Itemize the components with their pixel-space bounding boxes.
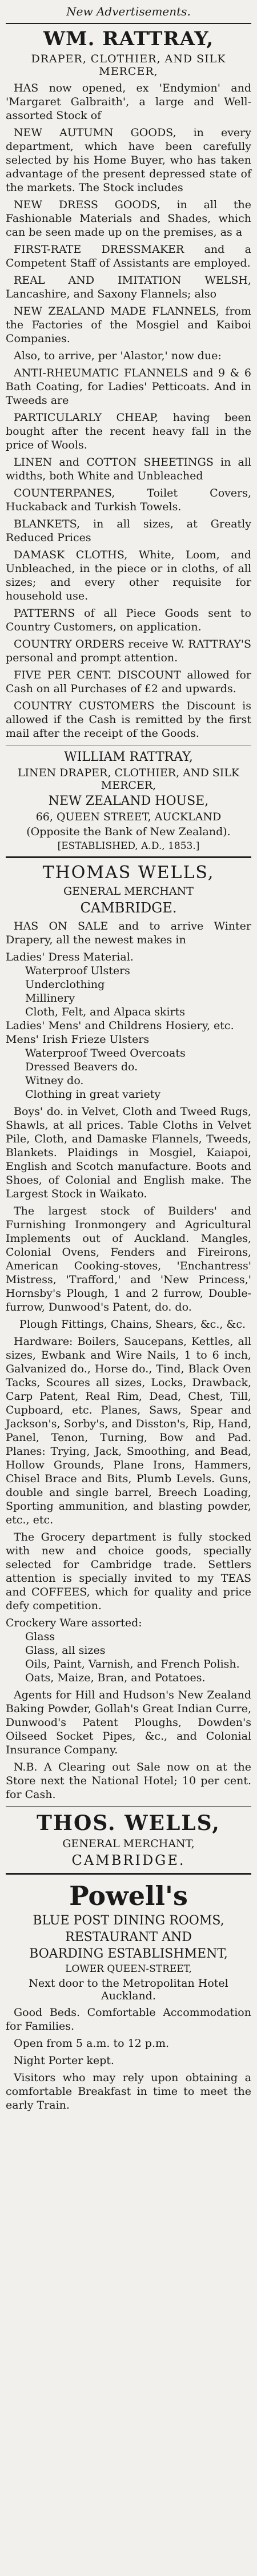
- wells-sig-name: THOS. WELLS,: [37, 1811, 220, 1835]
- powell-advert: [6, 1880, 251, 2112]
- divider: [6, 1873, 251, 1875]
- list-item: Witney do.: [25, 1074, 84, 1087]
- powell-p4: Visitors who may rely upon obtaining a comfortable Breakfast in time to meet the early Train.: [6, 2071, 251, 2111]
- rattray-p11: COUNTERPANES, Toilet Covers, Huckaback and Turkish Towels.: [6, 487, 251, 513]
- wells-town: CAMBRIDGE.: [80, 900, 177, 916]
- wells-sig-town: CAMBRIDGE.: [71, 1852, 186, 1868]
- powell-l2: RESTAURANT AND: [65, 1930, 192, 1944]
- rattray-p8: ANTI-RHEUMATIC FLANNELS and 9 & 6 Bath Coating, for Ladies' Petticoats. And in Tweeds are: [6, 367, 251, 407]
- list-item: Waterproof Ulsters: [25, 964, 130, 977]
- newspaper-page: [6, 0, 251, 2112]
- wells-p2: Boys' do. in Velvet, Cloth and Tweed Rugs, Shawls, at all prices. Table Cloths in Velvet Pile, Cloth, and Damaske Flannels, Tweeds, Blankets. Plaidings in Mosgiel, Kaiapoi, English and Scotch manufacture. Boots and Shoes, of Colonial and English make. The Largest Stock in Waikato.: [6, 1105, 251, 1200]
- rattray-advert: [6, 27, 251, 852]
- rattray-sig-house: NEW ZEALAND HOUSE,: [48, 794, 209, 808]
- wells-p7: Agents for Hill and Hudson's New Zealand Baking Powder, Gollah's Great Indian Curre, Dunwood's Patent Ploughs, Dowden's Oilseed Socket Pipes, &c., and Colonial Insurance Company.: [6, 1689, 251, 1756]
- rattray-p9: PARTICULARLY CHEAP, having been bought after the recent heavy fall in the price of Wools.: [6, 411, 251, 451]
- list-item: Mens' Irish Frieze Ulsters: [6, 1033, 150, 1046]
- wells-advert: [6, 863, 251, 1868]
- wells-p5: Hardware: Boilers, Saucepans, Kettles, all sizes, Ewbank and Wire Nails, 1 to 6 inch, Galvanized do., Horse do., Tind, Black Oven Tacks, Scoures all sizes, Locks, Drawback, Carp Patent, Real Rim, Dead, Chest, Till, Cupboard, etc. Planes, Saws, Spear and Jackson's, Sorby's, and Disston's, Rip, Hand, Panel, Tenon, Turning, Bow and Pad. Planes: Trying, Jack, Smoothing, and Bead, Hollow Grounds, Plane Irons, Hammers, Chisel Brace and Bits, Plumb Levels. Guns, double and single barrel, Breech Loading, Sporting ammunition, and blasting powder, etc., etc.: [6, 1335, 251, 1526]
- list-item: Millinery: [25, 992, 75, 1005]
- list-item: Clothing in great variety: [25, 1088, 161, 1101]
- section-header: New Advertisements.: [6, 2, 251, 24]
- list-item: Ladies' Mens' and Childrens Hosiery, etc.: [6, 1019, 234, 1032]
- powell-name: Powell's: [69, 1880, 188, 1911]
- wells-p4: Plough Fittings, Chains, Shears, &c., &c.: [19, 1318, 246, 1331]
- rattray-p15: COUNTRY ORDERS receive W. RATTRAY'S personal and prompt attention.: [6, 638, 251, 664]
- rattray-established: [ESTABLISHED, A.D., 1853.]: [57, 840, 200, 852]
- rattray-sig-address: 66, QUEEN STREET, AUCKLAND: [35, 811, 222, 823]
- wells-name: THOMAS WELLS,: [42, 863, 215, 883]
- rattray-p6: NEW ZEALAND MADE FLANNELS, from the Factories of the Mosgiel and Kaiboi Companies.: [6, 305, 251, 345]
- rattray-p17: COUNTRY CUSTOMERS the Discount is allowed if the Cash is remitted by the first mail after the receipt of the Goods.: [6, 700, 251, 740]
- rattray-p12: BLANKETS, in all sizes, at Greatly Reduced Prices: [6, 518, 251, 544]
- rattray-p16: FIVE PER CENT. DISCOUNT allowed for Cash on all Purchases of £2 and upwards.: [6, 669, 251, 695]
- powell-p2: Open from 5 a.m. to 12 p.m.: [14, 2037, 170, 2050]
- rattray-sig-role: LINEN DRAPER, CLOTHIER, AND SILK MERCER,: [17, 767, 240, 792]
- powell-l5: Next door to the Metropolitan Hotel Auckland.: [29, 1977, 228, 2002]
- powell-p3: Night Porter kept.: [14, 2054, 114, 2067]
- crockery-list: [6, 1616, 251, 1685]
- list-item: Underclothing: [25, 978, 105, 991]
- divider: [6, 1806, 251, 1807]
- rattray-p14: PATTERNS of all Piece Goods sent to Country Customers, on application.: [6, 607, 251, 633]
- rattray-role: DRAPER, CLOTHIER, AND SILK MERCER,: [31, 53, 226, 78]
- powell-l1: BLUE POST DINING ROOMS,: [33, 1914, 224, 1928]
- wells-p6: The Grocery department is fully stocked with new and choice goods, specially selected for Cambridge trade. Settlers attention is specially invited to my TEAS and COFFEES, which for quality and price defy competition.: [6, 1531, 251, 1612]
- rattray-p3: NEW DRESS GOODS, in all the Fashionable Materials and Shades, which can be seen made up on the premises, as a: [6, 199, 251, 239]
- wells-p8: N.B. A Clearing out Sale now on at the Store next the National Hotel; 10 per cent. for Cash.: [6, 1761, 251, 1801]
- list-item: Dressed Beavers do.: [25, 1061, 138, 1073]
- powell-p1: Good Beds. Comfortable Accommodation for Families.: [6, 2006, 251, 2033]
- rattray-sig-note: (Opposite the Bank of New Zealand).: [26, 825, 231, 838]
- rattray-p13: DAMASK CLOTHS, White, Loom, and Unbleached, in the piece or in cloths, of all sizes; and every other requisite for household use.: [6, 549, 251, 602]
- list-item: Glass, all sizes: [25, 1644, 106, 1657]
- powell-l4: LOWER QUEEN-STREET,: [65, 1963, 192, 1975]
- list-item: Crockery Ware assorted:: [6, 1617, 142, 1629]
- wells-list: [6, 950, 251, 1101]
- wells-p1: HAS ON SALE and to arrive Winter Drapery, all the newest makes in: [6, 920, 251, 946]
- rattray-p1: HAS now opened, ex 'Endymion' and 'Margaret Galbraith', a large and Well-assorted Stock of: [6, 82, 251, 122]
- rattray-p7: Also, to arrive, per 'Alastor,' now due:: [14, 350, 222, 362]
- rattray-sig-name: WILLIAM RATTRAY,: [64, 750, 193, 764]
- wells-p3: The largest stock of Builders' and Furnishing Ironmongery and Agricultural Implements out of Auckland. Mangles, Colonial Ovens, Fenders and Fireirons, American Cooking-stoves, 'Enchantress' Mistress, 'Trafford,' and 'New Princess,' Hornsby's Plough, 1 and 2 furrow, Double-furrow, Dunwood's Patent, do. do.: [6, 1205, 251, 1313]
- list-item: Oils, Paint, Varnish, and French Polish.: [25, 1658, 240, 1670]
- list-item: Ladies' Dress Material.: [6, 951, 134, 963]
- list-item: Glass: [25, 1630, 55, 1643]
- rattray-p5: REAL AND IMITATION WELSH, Lancashire, and Saxony Flannels; also: [6, 274, 251, 300]
- rattray-p4: FIRST-RATE DRESSMAKER and a Competent Staff of Assistants are employed.: [6, 243, 251, 269]
- list-item: Cloth, Felt, and Alpaca skirts: [25, 1006, 186, 1018]
- rattray-p10: LINEN and COTTON SHEETINGS in all widths, both White and Unbleached: [6, 456, 251, 482]
- powell-l3: BOARDING ESTABLISHMENT,: [29, 1947, 228, 1961]
- rattray-name: WM. RATTRAY,: [43, 27, 214, 50]
- divider: [6, 856, 251, 858]
- wells-role: GENERAL MERCHANT: [63, 885, 194, 898]
- list-item: Oats, Maize, Bran, and Potatoes.: [25, 1672, 206, 1684]
- list-item: Waterproof Tweed Overcoats: [25, 1047, 186, 1059]
- rattray-p2: NEW AUTUMN GOODS, in every department, which have been carefully selected by his Home Buyer, who has taken advantage of the present depressed state of the markets. The Stock includes: [6, 126, 251, 194]
- wells-sig-role: GENERAL MERCHANT,: [62, 1837, 195, 1850]
